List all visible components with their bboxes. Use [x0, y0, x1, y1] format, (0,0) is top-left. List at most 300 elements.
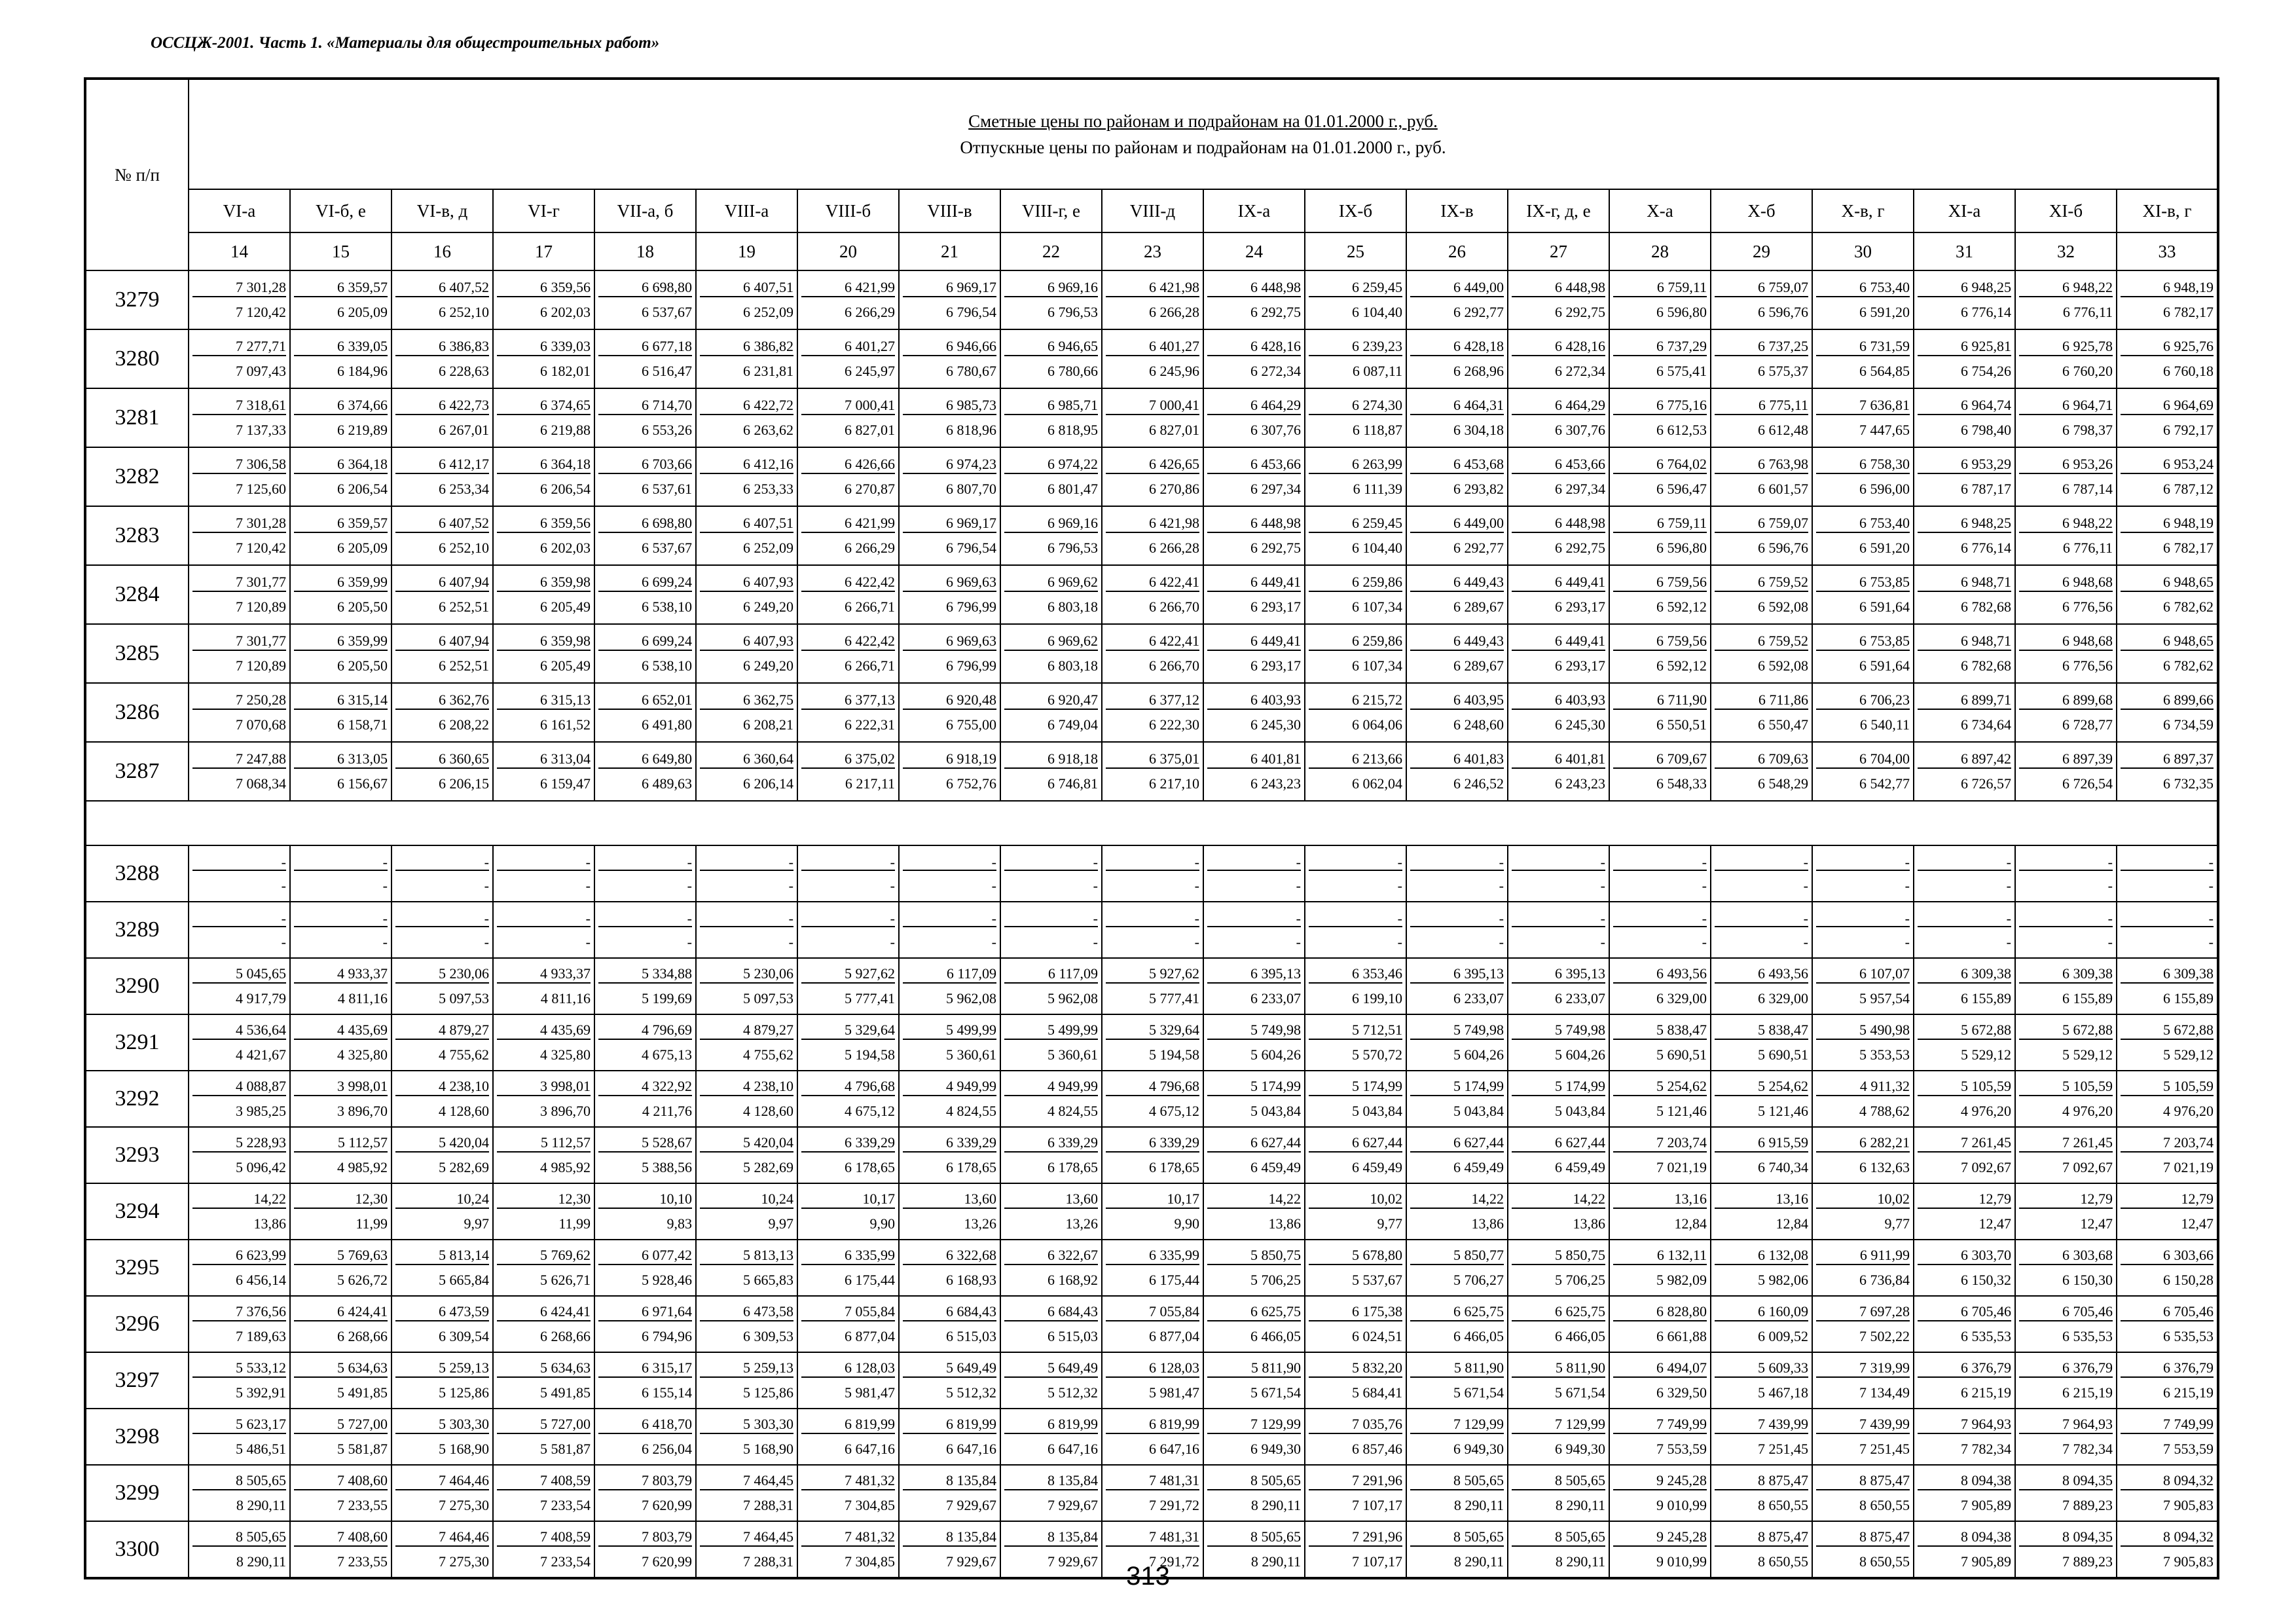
release-price: -: [1803, 877, 1808, 894]
estimate-price: 12,79: [1918, 1190, 2011, 1209]
release-price: 3 896,70: [337, 1103, 388, 1119]
release-price: 7 905,89: [1961, 1553, 2011, 1570]
release-price: 5 537,67: [1352, 1272, 1402, 1288]
estimate-price: 5 927,62: [801, 965, 895, 984]
estimate-price: 7 301,77: [192, 574, 286, 592]
price-cell: [392, 958, 493, 1014]
release-price: 7 233,54: [540, 1553, 591, 1570]
estimate-price: 7 803,79: [598, 1472, 692, 1490]
estimate-price: 6 953,26: [2019, 456, 2113, 474]
price-cell: [392, 1296, 493, 1352]
estimate-price: 6 386,82: [700, 338, 793, 356]
estimate-price: 6 737,29: [1613, 338, 1707, 356]
price-cell: [290, 683, 392, 742]
price-cell: [493, 1352, 594, 1409]
release-price: 6 292,75: [1250, 540, 1301, 556]
price-cell: [1203, 1409, 1305, 1465]
estimate-price: 6 362,76: [395, 692, 489, 710]
price-cell: [2015, 742, 2117, 801]
estimate-price: 6 969,16: [1004, 515, 1098, 533]
estimate-price: 6 259,45: [1309, 279, 1402, 297]
estimate-price: 13,16: [1715, 1190, 1808, 1209]
estimate-price: 4 879,27: [700, 1022, 793, 1040]
estimate-price: 6 359,56: [497, 515, 591, 533]
release-price: 6 734,64: [1961, 716, 2011, 733]
release-price: 6 596,80: [1656, 540, 1707, 556]
price-cell: [1711, 565, 1812, 624]
release-price: 5 777,41: [1149, 990, 1199, 1006]
price-cell: [1711, 329, 1812, 388]
price-cell: [1203, 1352, 1305, 1409]
price-cell: [1203, 1071, 1305, 1127]
price-cell: [797, 388, 899, 447]
price-cell: [1000, 1296, 1102, 1352]
price-cell: [493, 1240, 594, 1296]
price-cell: [1000, 845, 1102, 902]
price-cell: [2117, 1296, 2218, 1352]
estimate-price: 6 403,93: [1512, 692, 1605, 710]
price-cell: [1914, 447, 2015, 506]
release-price: 8 290,11: [1453, 1553, 1504, 1570]
estimate-price: 6 759,11: [1613, 515, 1707, 533]
price-cell: [1609, 1240, 1711, 1296]
price-cell: [797, 329, 899, 388]
estimate-price: 5 499,99: [903, 1022, 996, 1040]
row-id: 3287: [85, 742, 189, 801]
region-header: IX-б: [1305, 189, 1406, 232]
estimate-price: 6 699,24: [598, 633, 692, 651]
price-cell: [1914, 270, 2015, 329]
estimate-price: 6 422,72: [700, 397, 793, 415]
release-price: 11,99: [355, 1215, 388, 1232]
release-price: 6 132,63: [1859, 1159, 1910, 1175]
price-cell: [899, 1409, 1000, 1465]
price-cell: [1609, 447, 1711, 506]
estimate-price: 6 698,80: [598, 279, 692, 297]
release-price: 7 929,67: [1048, 1553, 1098, 1570]
release-price: 5 604,26: [1453, 1046, 1504, 1063]
price-cell: [1609, 565, 1711, 624]
release-price: -: [1194, 877, 1199, 894]
price-cell: [2015, 624, 2117, 683]
estimate-price: 8 875,47: [1715, 1528, 1808, 1547]
release-price: 6 726,54: [2062, 775, 2113, 792]
release-price: -: [281, 877, 286, 894]
release-price: 6 155,89: [2062, 990, 2113, 1006]
estimate-price: 7 261,45: [2019, 1134, 2113, 1153]
price-cell: [1914, 1352, 2015, 1409]
price-cell: [2117, 624, 2218, 683]
estimate-price: -: [801, 910, 895, 927]
release-price: -: [2006, 934, 2011, 950]
release-price: 5 626,72: [337, 1272, 388, 1288]
estimate-price: 6 407,52: [395, 279, 489, 297]
price-cell: [594, 1183, 696, 1240]
row-id: 3279: [85, 270, 189, 329]
estimate-price: 6 077,42: [598, 1247, 692, 1265]
price-cell: [696, 902, 797, 958]
release-price: -: [687, 934, 692, 950]
price-cell: [1406, 845, 1508, 902]
price-cell: [696, 1127, 797, 1183]
estimate-price: 6 948,71: [1918, 633, 2011, 651]
estimate-price: 6 775,16: [1613, 397, 1707, 415]
release-price: 6 252,09: [743, 304, 793, 320]
price-cell: [1711, 1296, 1812, 1352]
estimate-price: 4 238,10: [700, 1078, 793, 1096]
release-price: 7 291,72: [1149, 1553, 1199, 1570]
price-cell: [797, 1296, 899, 1352]
price-cell: [2015, 1352, 2117, 1409]
release-price: 6 807,70: [946, 481, 996, 497]
price-cell: [290, 624, 392, 683]
table-row: [85, 388, 2218, 447]
price-cell: [1609, 1127, 1711, 1183]
estimate-price: 6 464,31: [1410, 397, 1504, 415]
table-row: [85, 902, 2218, 958]
table-row: [85, 447, 2218, 506]
row-id: 3281: [85, 388, 189, 447]
price-cell: [392, 1465, 493, 1521]
release-price: 6 782,17: [2163, 304, 2214, 320]
estimate-price: 6 948,68: [2019, 633, 2113, 651]
page-number: 313: [1126, 1562, 1170, 1591]
estimate-price: 6 711,86: [1715, 692, 1808, 710]
release-price: 5 928,46: [642, 1272, 692, 1288]
price-cell: [1000, 1183, 1102, 1240]
estimate-price: 6 759,52: [1715, 633, 1808, 651]
release-price: 6 596,76: [1758, 540, 1808, 556]
price-cell: [290, 958, 392, 1014]
estimate-price: 6 132,11: [1613, 1247, 1707, 1265]
release-price: 3 896,70: [540, 1103, 591, 1119]
price-cell: [1609, 958, 1711, 1014]
release-price: 6 591,20: [1859, 540, 1910, 556]
region-header: VIII-д: [1102, 189, 1203, 232]
price-cell: [1812, 1071, 1914, 1127]
price-cell: [1914, 1296, 2015, 1352]
release-price: 5 706,25: [1555, 1272, 1605, 1288]
price-cell: [2117, 958, 2218, 1014]
estimate-price: 6 360,65: [395, 750, 489, 769]
estimate-price: 6 453,68: [1410, 456, 1504, 474]
release-price: -: [1296, 934, 1301, 950]
estimate-price: 5 420,04: [700, 1134, 793, 1153]
release-price: 8 650,55: [1859, 1553, 1910, 1570]
release-price: 6 267,01: [439, 422, 489, 438]
release-price: 5 581,87: [540, 1441, 591, 1457]
estimate-price: 8 505,65: [1512, 1528, 1605, 1547]
price-cell: [1609, 1014, 1711, 1071]
price-cell: [290, 1240, 392, 1296]
estimate-price: -: [1410, 854, 1504, 871]
estimate-price: 5 850,77: [1410, 1247, 1504, 1265]
release-price: 6 542,77: [1859, 775, 1910, 792]
release-price: 4 811,16: [337, 990, 388, 1006]
release-price: 3 985,25: [236, 1103, 286, 1119]
estimate-price: 6 759,11: [1613, 279, 1707, 297]
release-price: 6 796,54: [946, 304, 996, 320]
estimate-price: 12,30: [497, 1190, 591, 1209]
release-price: 6 150,30: [2062, 1272, 2113, 1288]
price-cell: [1305, 902, 1406, 958]
price-cell: [1305, 1183, 1406, 1240]
price-cell: [1203, 845, 1305, 902]
release-price: 6 217,11: [845, 775, 895, 792]
release-price: 6 329,00: [1656, 990, 1707, 1006]
release-price: 7 233,55: [337, 1497, 388, 1513]
release-price: 5 690,51: [1656, 1046, 1707, 1063]
estimate-price: 12,79: [2019, 1190, 2113, 1209]
release-price: -: [1600, 877, 1605, 894]
price-cell: [1914, 958, 2015, 1014]
table-row: [85, 958, 2218, 1014]
table-row: [85, 683, 2218, 742]
release-price: 6 243,23: [1250, 775, 1301, 792]
price-cell: [189, 1127, 290, 1183]
release-price: 6 266,71: [845, 599, 895, 615]
estimate-price: 6 403,93: [1207, 692, 1301, 710]
estimate-price: 5 649,49: [903, 1359, 996, 1378]
estimate-price: 12,79: [2121, 1190, 2214, 1209]
release-price: 6 489,63: [642, 775, 692, 792]
document-header: ОССЦЖ-2001. Часть 1. «Материалы для общестроительных работ»: [151, 34, 660, 52]
price-cell: [1406, 958, 1508, 1014]
price-cell: [1305, 1465, 1406, 1521]
estimate-price: 6 375,01: [1106, 750, 1199, 769]
release-price: 5 467,18: [1758, 1384, 1808, 1401]
price-cell: [696, 506, 797, 565]
estimate-price: 5 672,88: [2019, 1022, 2113, 1040]
price-cell: [1711, 1071, 1812, 1127]
release-price: -: [2107, 934, 2113, 950]
release-price: 6 592,08: [1758, 599, 1808, 615]
price-cell: [392, 1014, 493, 1071]
price-cell: [493, 624, 594, 683]
estimate-price: 4 322,92: [598, 1078, 692, 1096]
estimate-price: 6 117,09: [903, 965, 996, 984]
price-cell: [1305, 1240, 1406, 1296]
estimate-price: 6 897,42: [1918, 750, 2011, 769]
price-cell: [2117, 1014, 2218, 1071]
estimate-price: 6 948,22: [2019, 279, 2113, 297]
estimate-price: 6 953,29: [1918, 456, 2011, 474]
release-price: 4 824,55: [946, 1103, 996, 1119]
estimate-price: 6 339,29: [1106, 1134, 1199, 1153]
estimate-price: 7 408,60: [294, 1472, 388, 1490]
release-price: 6 233,07: [1250, 990, 1301, 1006]
price-cell: [1000, 1409, 1102, 1465]
estimate-price: 6 315,14: [294, 692, 388, 710]
release-price: 5 665,84: [439, 1272, 489, 1288]
price-cell: [1711, 624, 1812, 683]
release-price: 6 297,34: [1555, 481, 1605, 497]
price-cell: [1914, 1014, 2015, 1071]
estimate-price: 6 313,04: [497, 750, 591, 769]
release-price: 6 289,67: [1453, 599, 1504, 615]
price-cell: [392, 1352, 493, 1409]
price-cell: [1508, 1296, 1609, 1352]
release-price: 6 491,80: [642, 716, 692, 733]
release-price: 7 068,34: [236, 775, 286, 792]
price-cell: [594, 624, 696, 683]
price-cell: [1203, 329, 1305, 388]
estimate-price: 5 811,90: [1207, 1359, 1301, 1378]
estimate-price: 6 362,75: [700, 692, 793, 710]
price-cell: [189, 506, 290, 565]
release-price: 5 529,12: [1961, 1046, 2011, 1063]
estimate-price: 7 301,77: [192, 633, 286, 651]
estimate-price: 6 412,17: [395, 456, 489, 474]
price-cell: [1609, 329, 1711, 388]
price-cell: [594, 447, 696, 506]
price-caption: [189, 79, 2218, 189]
release-price: -: [1194, 934, 1199, 950]
release-price: 6 266,29: [845, 304, 895, 320]
price-cell: [696, 447, 797, 506]
column-number: 17: [493, 232, 594, 270]
price-cell: [1711, 958, 1812, 1014]
price-cell: [594, 329, 696, 388]
estimate-price: 7 301,28: [192, 279, 286, 297]
price-cell: [696, 1409, 797, 1465]
price-cell: [493, 270, 594, 329]
estimate-price: 6 315,17: [598, 1359, 692, 1378]
estimate-price: 6 918,19: [903, 750, 996, 769]
release-price: 7 291,72: [1149, 1497, 1199, 1513]
release-price: 6 272,34: [1555, 363, 1605, 379]
price-cell: [2117, 902, 2218, 958]
estimate-price: 6 377,13: [801, 692, 895, 710]
release-price: 6 782,17: [2163, 540, 2214, 556]
price-cell: [189, 1296, 290, 1352]
estimate-price: 6 948,25: [1918, 279, 2011, 297]
estimate-price: 6 627,44: [1410, 1134, 1504, 1153]
estimate-price: 6 705,46: [2019, 1303, 2113, 1321]
release-price: 6 024,51: [1352, 1328, 1402, 1344]
release-price: 7 251,45: [1758, 1441, 1808, 1457]
release-price: 7 137,33: [236, 422, 286, 438]
estimate-price: -: [1715, 910, 1808, 927]
release-price: 5 512,32: [946, 1384, 996, 1401]
release-price: 7 251,45: [1859, 1441, 1910, 1457]
price-cell: [290, 1183, 392, 1240]
price-cell: [2015, 1127, 2117, 1183]
price-cell: [1000, 1352, 1102, 1409]
price-cell: [1914, 742, 2015, 801]
release-price: 4 917,79: [236, 990, 286, 1006]
price-cell: [2015, 1071, 2117, 1127]
estimate-price: 5 634,63: [294, 1359, 388, 1378]
price-cell: [1812, 447, 1914, 506]
price-cell: [899, 270, 1000, 329]
price-table: [84, 77, 2219, 1579]
estimate-price: 6 946,65: [1004, 338, 1098, 356]
release-price: 5 570,72: [1352, 1046, 1402, 1063]
estimate-price: 5 749,98: [1207, 1022, 1301, 1040]
estimate-price: 6 969,16: [1004, 279, 1098, 297]
estimate-price: 6 625,75: [1512, 1303, 1605, 1321]
estimate-price: 6 421,99: [801, 515, 895, 533]
estimate-price: 6 753,40: [1816, 515, 1910, 533]
row-id: 3294: [85, 1183, 189, 1240]
price-cell: [189, 742, 290, 801]
estimate-price: 7 055,84: [801, 1303, 895, 1321]
price-cell: [2117, 845, 2218, 902]
price-cell: [1914, 329, 2015, 388]
price-cell: [2015, 1409, 2117, 1465]
estimate-price: -: [2019, 910, 2113, 927]
release-price: 6 184,96: [337, 363, 388, 379]
price-cell: [2117, 1183, 2218, 1240]
price-cell: [899, 447, 1000, 506]
estimate-price: 6 375,02: [801, 750, 895, 769]
release-price: 6 266,70: [1149, 657, 1199, 674]
estimate-price: 7 247,88: [192, 750, 286, 769]
estimate-price: 6 493,56: [1715, 965, 1808, 984]
region-header: XI-б: [2015, 189, 2117, 232]
release-price: 5 604,26: [1250, 1046, 1301, 1063]
estimate-price: -: [598, 910, 692, 927]
price-cell: [1102, 1183, 1203, 1240]
price-cell: [1508, 565, 1609, 624]
release-price: 4 976,20: [1961, 1103, 2011, 1119]
estimate-price: 8 505,65: [1512, 1472, 1605, 1490]
release-price: 5 168,90: [439, 1441, 489, 1457]
estimate-price: -: [1816, 854, 1910, 871]
price-cell: [1609, 742, 1711, 801]
row-id: 3298: [85, 1409, 189, 1465]
release-price: 6 459,49: [1453, 1159, 1504, 1175]
estimate-price: 6 684,43: [1004, 1303, 1098, 1321]
release-price: 6 550,47: [1758, 716, 1808, 733]
release-price: 6 726,57: [1961, 775, 2011, 792]
estimate-price: 4 238,10: [395, 1078, 489, 1096]
release-price: 4 675,12: [845, 1103, 895, 1119]
price-cell: [1102, 1071, 1203, 1127]
release-price: -: [1803, 934, 1808, 950]
estimate-price: 6 401,27: [1106, 338, 1199, 356]
estimate-price: 7 277,71: [192, 338, 286, 356]
estimate-price: 6 920,48: [903, 692, 996, 710]
region-header: XI-в, г: [2117, 189, 2218, 232]
price-cell: [1812, 845, 1914, 902]
estimate-price: 8 135,84: [903, 1528, 996, 1547]
price-cell: [1711, 742, 1812, 801]
price-cell: [189, 447, 290, 506]
release-price: 6 796,99: [946, 599, 996, 615]
release-price: -: [2208, 877, 2214, 894]
price-cell: [2117, 447, 2218, 506]
release-price: 5 604,26: [1555, 1046, 1605, 1063]
release-price: 6 104,40: [1352, 540, 1402, 556]
estimate-price: 7 301,28: [192, 515, 286, 533]
release-price: 6 292,75: [1250, 304, 1301, 320]
estimate-price: -: [1004, 854, 1098, 871]
price-cell: [493, 329, 594, 388]
estimate-price: 6 359,99: [294, 574, 388, 592]
release-price: 13,86: [253, 1215, 286, 1232]
region-header: VII-а, б: [594, 189, 696, 232]
estimate-price: 7 000,41: [1106, 397, 1199, 415]
estimate-price: 6 309,38: [1918, 965, 2011, 984]
release-price: 5 671,54: [1250, 1384, 1301, 1401]
price-cell: [1203, 1127, 1305, 1183]
price-cell: [392, 388, 493, 447]
release-price: 9,90: [869, 1215, 895, 1232]
release-price: 6 293,82: [1453, 481, 1504, 497]
release-price: 5 706,25: [1250, 1272, 1301, 1288]
